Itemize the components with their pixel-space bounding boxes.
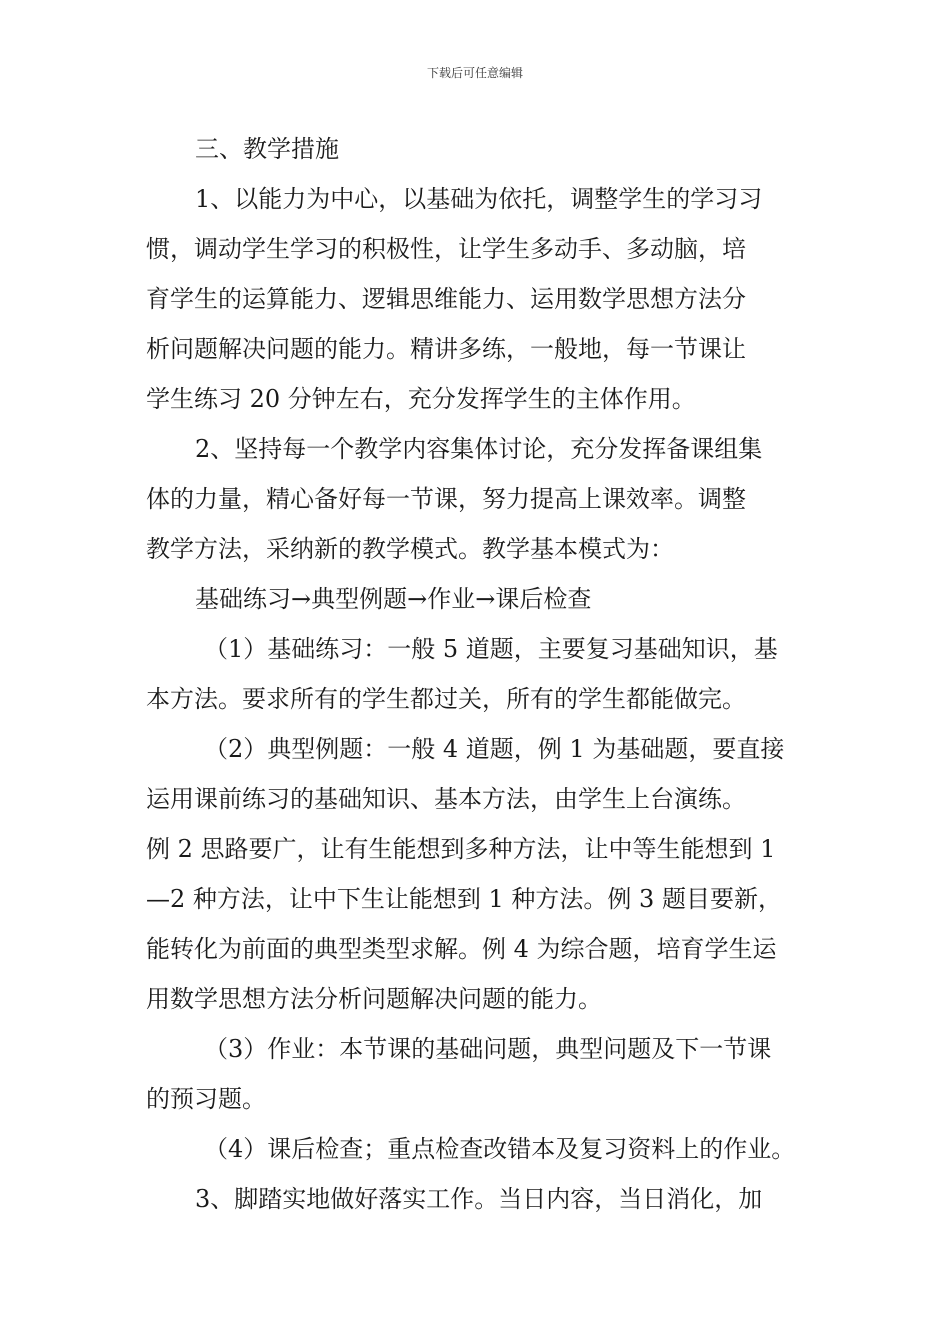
- paragraph-line: （2）典型例题：一般 4 道题，例 1 为基础题，要直接: [204, 735, 785, 763]
- page-header: 下载后可任意编辑: [426, 66, 523, 80]
- paragraph-line: （4）课后检查；重点检查改错本及复习资料上的作业。: [204, 1135, 796, 1163]
- paragraph-line: （1）基础练习：一般 5 道题，主要复习基础知识，基: [204, 635, 778, 663]
- item-after-class-check: [146, 1124, 810, 1174]
- paragraph-line: 3、脚踏实地做好落实工作。当日内容，当日消化，加: [195, 1185, 763, 1213]
- paragraph-line: 学生练习 20 分钟左右，充分发挥学生的主体作用。: [146, 385, 696, 413]
- paragraph-line: 用数学思想方法分析问题解决问题的能力。: [146, 985, 602, 1013]
- paragraph-line: 教学方法，采纳新的教学模式。教学基本模式为：: [146, 535, 674, 563]
- paragraph-1: [146, 174, 810, 424]
- item-homework: [146, 1024, 810, 1124]
- paragraph-line: 1、以能力为中心，以基础为依托，调整学生的学习习: [195, 185, 763, 213]
- paragraph-3: [146, 1174, 810, 1224]
- document-body: [146, 124, 810, 1224]
- paragraph-line: 惯，调动学生学习的积极性，让学生多动手、多动脑，培: [146, 235, 746, 263]
- paragraph-line: 育学生的运算能力、逻辑思维能力、运用数学思想方法分: [146, 285, 746, 313]
- paragraph-line: （3）作业：本节课的基础问题，典型问题及下一节课: [204, 1035, 772, 1063]
- paragraph-2: [146, 424, 810, 574]
- paragraph-line: 析问题解决问题的能力。精讲多练，一般地，每一节课让: [146, 335, 746, 363]
- paragraph-line: 体的力量，精心备好每一节课，努力提高上课效率。调整: [146, 485, 746, 513]
- paragraph-line: 例 2 思路要广，让有生能想到多种方法，让中等生能想到 1: [146, 835, 776, 863]
- paragraph-line: —2 种方法，让中下生让能想到 1 种方法。例 3 题目要新，: [146, 885, 782, 913]
- paragraph-line: 的预习题。: [146, 1085, 266, 1113]
- item-typical-examples: [146, 724, 810, 1024]
- teaching-mode-flow: 基础练习→典型例题→作业→课后检查: [195, 585, 592, 613]
- paragraph-line: 运用课前练习的基础知识、基本方法，由学生上台演练。: [146, 785, 746, 813]
- item-basic-practice: [146, 624, 810, 724]
- paragraph-line: 2、坚持每一个教学内容集体讨论，充分发挥备课组集: [195, 435, 763, 463]
- paragraph-line: 能转化为前面的典型类型求解。例 4 为综合题，培育学生运: [146, 935, 777, 963]
- paragraph-line: 本方法。要求所有的学生都过关，所有的学生都能做完。: [146, 685, 746, 713]
- section-title: 三、教学措施: [195, 135, 339, 163]
